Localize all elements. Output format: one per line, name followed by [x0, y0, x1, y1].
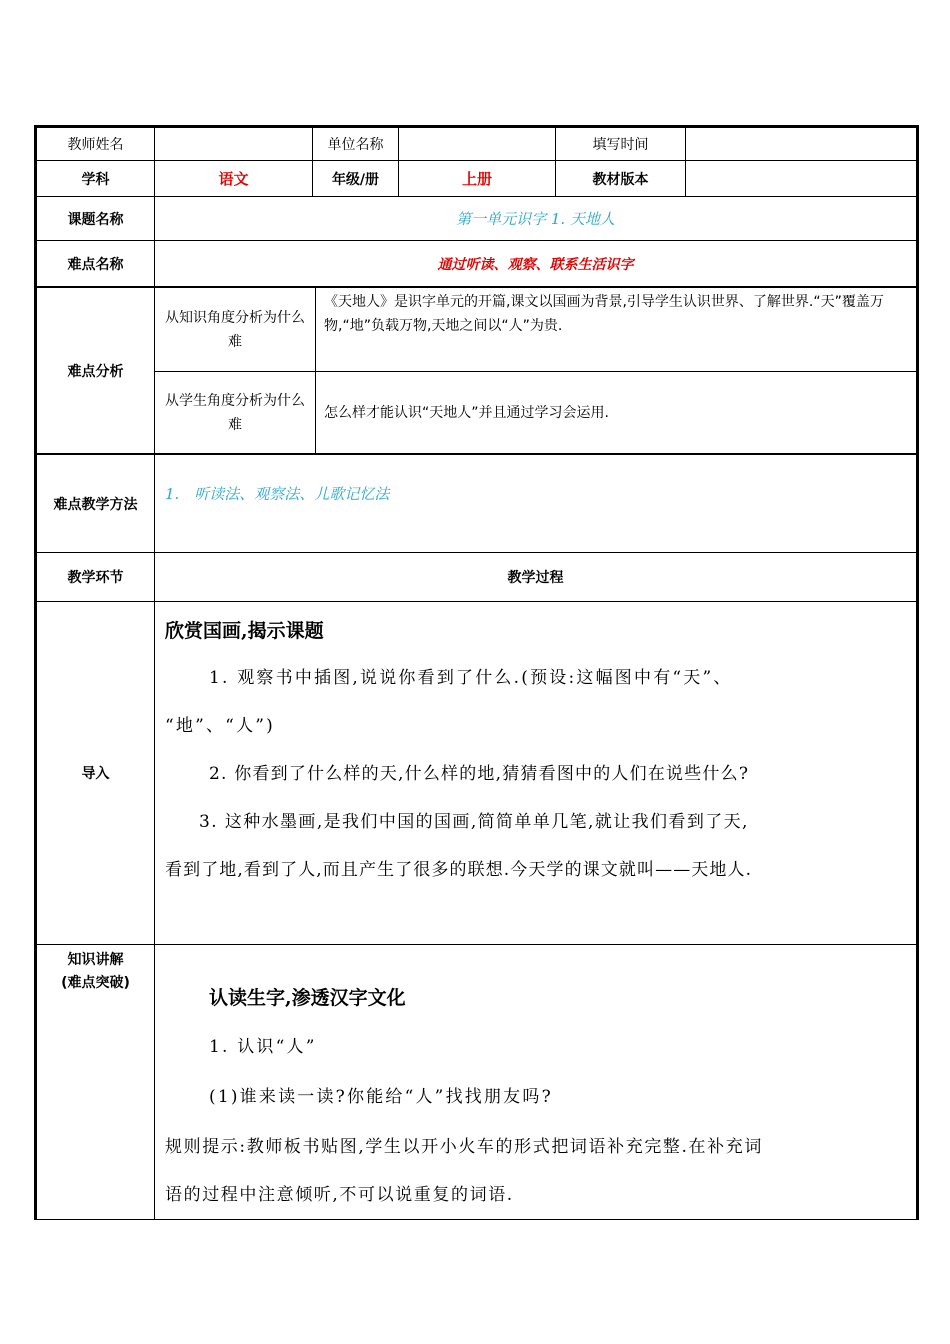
- knowledge-content: [155, 945, 918, 1220]
- analysis-row-student: [36, 372, 918, 454]
- intro-p1a: 1. 观察书中插图,说说你看到了什么.(预设:这幅图中有“天”、: [209, 668, 733, 688]
- intro-p3b: 看到了地,看到了人,而且产生了很多的联想.今天学的课文就叫——天地人.: [165, 860, 753, 880]
- method-label: 难点教学方法: [36, 455, 155, 553]
- analysis-label: 难点分析: [36, 288, 155, 454]
- knowledge-p3a: 规则提示:教师板书贴图,学生以开小火车的形式把词语补充完整.在补充词: [165, 1137, 763, 1157]
- subject-label: 学科: [36, 161, 155, 197]
- topic-row: [36, 197, 918, 241]
- knowledge-label-line2: (难点突破): [61, 975, 130, 991]
- lesson-plan-form: [34, 125, 916, 1220]
- edition-label: 教材版本: [556, 161, 686, 197]
- intro-p1b: “地”、“人”): [165, 716, 275, 736]
- process-header: 教学过程: [155, 553, 918, 602]
- knowledge-p2: (1)谁来读一读?你能给“人”找找朋友吗?: [209, 1087, 553, 1107]
- process-header-row: [36, 553, 918, 602]
- intro-content: [155, 602, 918, 945]
- grade-label: 年级/册: [313, 161, 399, 197]
- header-row-2: [36, 161, 918, 197]
- knowledge-p1: 1. 认识“人”: [209, 1037, 317, 1057]
- edition-value: [686, 161, 918, 197]
- process-table: [34, 454, 919, 1220]
- header-row-1: [36, 127, 918, 161]
- intro-row: [36, 602, 918, 945]
- stage-header: 教学环节: [36, 553, 155, 602]
- intro-p2: 2. 你看到了什么样的天,什么样的地,猜猜看图中的人们在说些什么?: [209, 764, 750, 784]
- analysis-row-knowledge: [36, 288, 918, 372]
- knowledge-p3b: 语的过程中注意倾听,不可以说重复的词语.: [165, 1185, 514, 1205]
- knowledge-angle-label: 从知识角度分析为什么难: [155, 288, 316, 372]
- knowledge-angle-text: 《天地人》是识字单元的开篇,课文以国画为背景,引导学生认识世界、了解世界.“天”覆盖万物,“地”负载万物,天地之间以“人”为贵.: [316, 288, 918, 372]
- grade-value: 上册: [399, 161, 556, 197]
- topic-label: 课题名称: [36, 197, 155, 241]
- intro-heading: 欣赏国画,揭示课题: [165, 620, 324, 642]
- intro-label: 导入: [36, 602, 155, 945]
- subject-value: 语文: [155, 161, 313, 197]
- topic-value: 第一单元识字 1. 天地人: [155, 197, 918, 241]
- fill-time-value: [686, 127, 918, 161]
- difficulty-value: 通过听读、观察、联系生活识字: [155, 241, 918, 287]
- method-row: [36, 455, 918, 553]
- unit-name-label: 单位名称: [313, 127, 399, 161]
- difficulty-row: [36, 241, 918, 287]
- knowledge-label-line1: 知识讲解: [67, 952, 124, 968]
- knowledge-label: [36, 945, 155, 1220]
- method-text: 1. 听读法、观察法、儿歌记忆法: [155, 455, 918, 553]
- analysis-table: [34, 287, 919, 454]
- intro-p3a: 3. 这种水墨画,是我们中国的国画,简简单单几笔,就让我们看到了天,: [199, 812, 749, 832]
- student-angle-label: 从学生角度分析为什么难: [155, 372, 316, 454]
- fill-time-label: 填写时间: [556, 127, 686, 161]
- lesson-plan-table: [34, 125, 919, 287]
- unit-name-value: [399, 127, 556, 161]
- teacher-name-value: [155, 127, 313, 161]
- difficulty-label: 难点名称: [36, 241, 155, 287]
- teacher-name-label: 教师姓名: [36, 127, 155, 161]
- knowledge-row: [36, 945, 918, 1220]
- knowledge-heading: 认读生字,渗透汉字文化: [209, 987, 406, 1009]
- student-angle-text: 怎么样才能认识“天地人”并且通过学习会运用.: [316, 372, 918, 454]
